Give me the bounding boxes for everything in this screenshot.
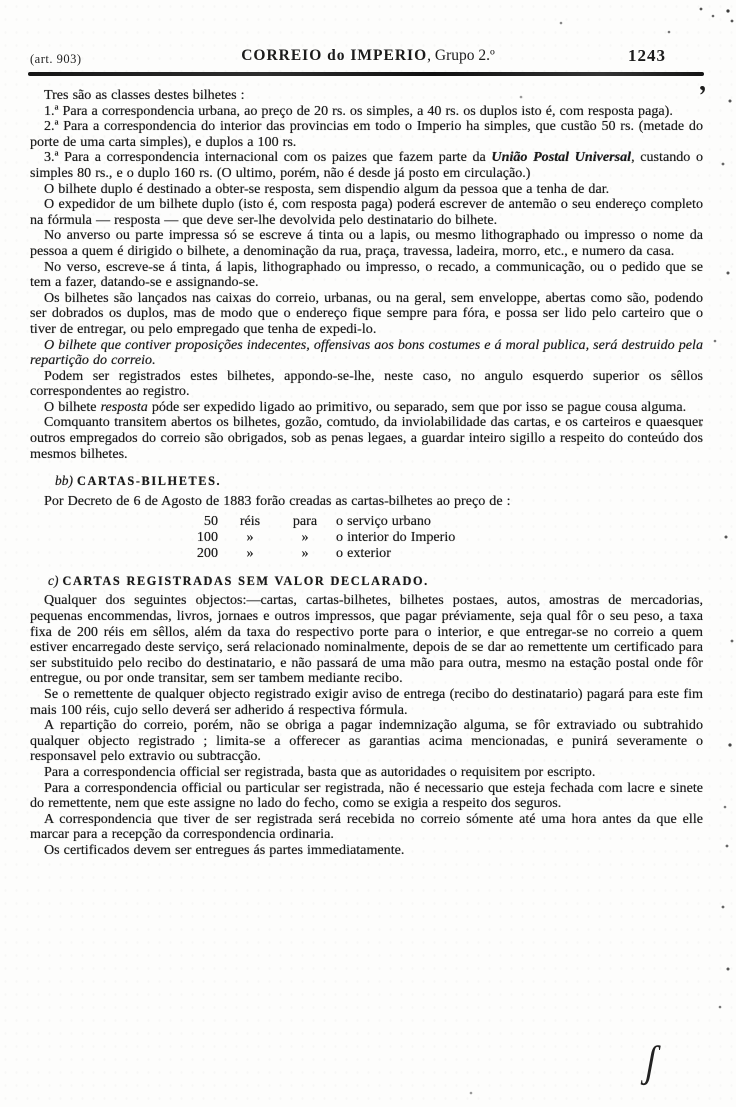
paragraph-text: A repartição do correio, porém, não se obriga a pagar indemnização alguma, se fôr extraviado ou subtrahido qualquer objecto registrado ; limita-se a offerecer as garantias acima mencionadas, e punirá severamente o responsavel pelo extravio ou subtracção. xyxy=(30,717,703,765)
tariff-unit: » xyxy=(246,529,254,546)
tariff-prep: » xyxy=(301,545,309,562)
paragraph xyxy=(30,494,703,510)
paragraph xyxy=(30,291,703,338)
paragraph xyxy=(30,182,703,198)
tariff-row xyxy=(188,546,703,562)
paragraph xyxy=(30,150,703,181)
page-header xyxy=(0,46,736,70)
paragraph-text: Se o remettente de qualquer objecto registrado exigir aviso de entrega (recibo do destinatario) pagará para este fim mais 100 réis, cujo sello deverá ser adherido á respectiva fórmula. xyxy=(30,685,703,718)
tariff-unit: réis xyxy=(239,513,261,530)
paragraph-text: O bilhete xyxy=(44,398,101,415)
tariff-table xyxy=(188,514,703,561)
paragraph-text: A correspondencia que tiver de ser registrada será recebida no correio sómente até uma hora antes da que elle marcar para a recepção da correspondencia ordinaria. xyxy=(30,810,703,843)
paragraph-text: 1.ª Para a correspondencia urbana, ao preço de 20 rs. os simples, a 40 rs. os duplos isto é, com resposta paga). xyxy=(44,102,673,119)
paragraph-italic xyxy=(30,338,703,369)
paragraph-text: 2.ª Para a correspondencia do interior das provincias em todo o Imperio ha simples, que custão 50 rs. (metade do porte de uma carta simples), e duplos a 100 rs. xyxy=(30,118,703,150)
paragraph xyxy=(30,104,703,120)
paragraph-text: Os bilhetes são lançados nas caixas do correio, urbanas, ou na geral, sem enveloppe, abertas como são, podendo ser dobrados os duplos, mas de modo que o endereço fique sempre para fóra, e possa ser lido pelo carteiro que o tiver de entregar, ou pelo empregado que tenha de expedi-lo. xyxy=(30,289,703,337)
paragraph-text: O bilhete que contiver proposições indecentes, offensivas aos bons costumes e á moral publica, será destruido pela repartição do correio. xyxy=(30,336,703,369)
section-title: CARTAS REGISTRADAS SEM VALOR DECLARADO. xyxy=(62,573,429,588)
paragraph xyxy=(30,415,703,462)
tariff-destination: o interior do Imperio xyxy=(336,529,456,546)
paragraph-text: O expedidor de um bilhete duplo (isto é, com resposta paga) poderá escrever de antemão o seu endereço completo na fórmula — resposta — que deve ser-lhe devolvida pelo destinatario do bilhete. xyxy=(30,196,703,228)
paragraph-text: póde ser expedido ligado ao primitivo, ou separado, sem que por isso se pague cousa alguma. xyxy=(147,398,687,415)
paragraph-text: Para a correspondencia official ou particular ser registrada, não é necessario que esteja fechada com lacre e sinete do remettente, nem que este assigne no lado do fecho, como se exigia a respeito dos seguros. xyxy=(30,779,703,812)
tariff-destination: o exterior xyxy=(336,545,391,562)
running-title xyxy=(0,47,736,65)
paragraph-text: Tres são as classes destes bilhetes : xyxy=(44,87,245,103)
paragraph xyxy=(30,119,703,150)
paragraph-text: Os certificados devem ser entregues ás partes immediatamente. xyxy=(44,841,405,858)
paragraph-text: No verso, escreve-se á tinta, á lapis, lithographado ou impresso, o recado, a communicação, ou o pedido que se tem a fazer, datando-se e assignando-se. xyxy=(30,258,703,291)
paragraph-text: Por Decreto de 6 de Agosto de 1883 forão creadas as cartas-bilhetes ao preço de : xyxy=(44,492,511,509)
paragraph xyxy=(30,718,703,765)
paragraph xyxy=(30,593,703,687)
section-label: c) xyxy=(48,572,59,588)
paragraph xyxy=(30,812,703,843)
paragraph xyxy=(30,260,703,291)
header-divider-rule xyxy=(28,72,704,76)
paragraph xyxy=(30,765,703,781)
ink-smudge-icon: , xyxy=(695,65,708,97)
tariff-value: 200 xyxy=(196,545,218,562)
tariff-row xyxy=(188,530,703,546)
paragraph-text: , custando o simples 80 rs., e o duplo 160 rs. (O ultimo, porém, não é desde já posto em circulação.) xyxy=(30,149,704,181)
paragraph-text: Comquanto transitem abertos os bilhetes, gozão, comtudo, da inviolabilidade das cartas, e os carteiros e quaesquer outros empregados do correio são obrigados, sob as penas legaes, a guardar inteiro sigillo a respeito do conteúdo dos mesmos bilhetes. xyxy=(30,414,703,462)
tariff-prep: para xyxy=(292,513,318,530)
paragraph xyxy=(30,197,703,228)
emphasized-text: resposta xyxy=(100,398,148,415)
section-heading-bb xyxy=(30,473,703,490)
paragraph xyxy=(30,843,703,859)
paragraph-text: Qualquer dos seguintes objectos:—cartas, cartas-bilhetes, bilhetes postaes, autos, amostras de mercadorias, pequenas encommendas, livros, jornaes e outros impressos, que pagar préviamente, seja qual fôr o seu peso, a taxa fixa de 200 réis em sêllos, além da taxa do respectivo porte para o interior, e que entregar-se no correio a quem estiver encarregado deste serviço, será relacionado nominalmente, depois de se dar ao remettente um certificado para ser substituido pelo recibo do destinatario, e não passará de uma mão para outra, mesmo na estação postal onde fôr entregue, ou por onde transitar, sem ser tambem mediante recibo. xyxy=(30,592,703,687)
ink-squiggle-icon: ʃ xyxy=(644,1035,658,1087)
article-reference: (art. 903) xyxy=(30,52,82,66)
paragraph xyxy=(30,400,703,416)
paragraph-text: No anverso ou parte impressa só se escreve á tinta ou a lapis, ou mesmo lithographado ou impresso o nome da pessoa a quem é dirigido o bilhete, a denominação da rua, praça, travessa, ladeira, morro, etc., e numero da casa. xyxy=(30,227,703,259)
emphasized-text: União Postal Universal xyxy=(491,149,632,166)
paragraph xyxy=(30,228,703,259)
tariff-destination: o serviço urbano xyxy=(336,513,431,530)
document-body xyxy=(30,88,703,859)
section-heading-c xyxy=(30,573,703,590)
paragraph xyxy=(30,781,703,812)
paragraph-text: Para a correspondencia official ser registrada, basta que as autoridades o requisitem por escripto. xyxy=(44,763,596,780)
paragraph-text: Podem ser registrados estes bilhetes, appondo-se-lhe, neste caso, no angulo esquerdo superior os sêllos correspondentes ao registro. xyxy=(30,367,703,400)
paragraph-text: O bilhete duplo é destinado a obter-se resposta, sem dispendio algum da pessoa que a tenha de dar. xyxy=(44,180,610,197)
paragraph xyxy=(30,88,703,104)
section-label: bb) xyxy=(55,473,73,489)
tariff-value: 100 xyxy=(196,529,218,546)
tariff-row xyxy=(188,514,703,530)
paragraph xyxy=(30,687,703,718)
paragraph-text: 3.ª Para a correspondencia internacional com os paizes que fazem parte da xyxy=(44,149,492,166)
tariff-unit: » xyxy=(246,545,254,562)
running-title-bold: CORREIO do IMPERIO xyxy=(241,47,428,64)
section-title: CARTAS-BILHETES. xyxy=(77,474,222,489)
paragraph xyxy=(30,369,703,400)
tariff-prep: » xyxy=(301,529,309,546)
page-number: 1243 xyxy=(628,46,666,65)
running-title-tail: , Grupo 2.º xyxy=(427,47,495,64)
tariff-value: 50 xyxy=(203,513,218,530)
paper-speckles xyxy=(0,0,2,2)
